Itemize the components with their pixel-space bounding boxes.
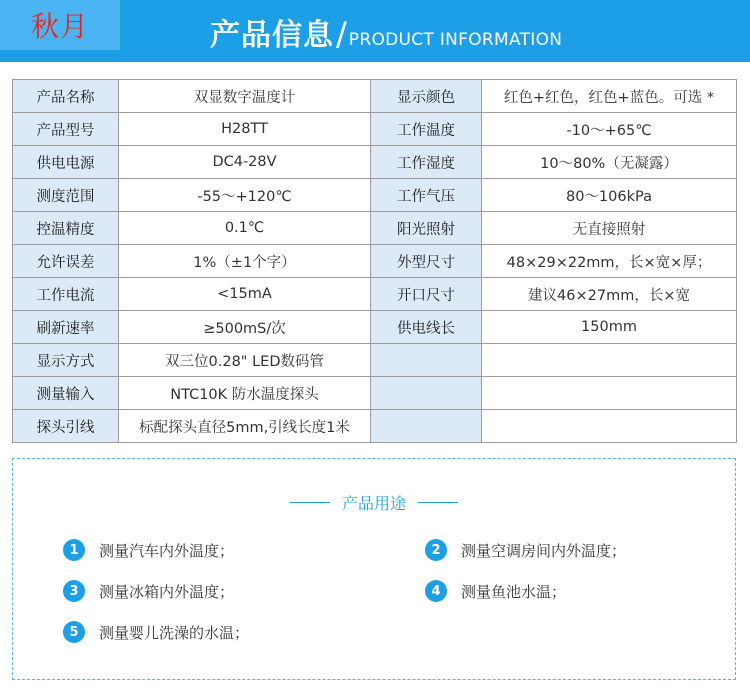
usage-item-text: 测量汽车内外温度； [99,541,235,560]
spec-row [13,113,737,146]
spec-row [13,344,737,377]
spec-value: 10～80%（无凝露） [482,146,737,179]
usage-item [63,580,234,602]
usage-section [12,458,736,680]
spec-table-body [13,80,737,443]
spec-label: 工作气压 [371,179,482,212]
spec-row [13,212,737,245]
spec-value: H28TT [119,113,371,146]
spec-label: 产品型号 [13,113,119,146]
spec-label: 阳光照射 [371,212,482,245]
usage-title: 产品用途 [341,494,406,513]
usage-item-text: 测量婴儿洗澡的水温； [99,623,250,642]
spec-value: 1%（±1个字） [119,245,371,278]
spec-value: 无直接照射 [482,212,737,245]
heading-divider-left [290,502,330,503]
spec-value: NTC10K 防水温度探头 [119,377,371,410]
spec-row [13,245,737,278]
spec-label: 刷新速率 [13,311,119,344]
spec-value: 建议46×27mm，长×宽 [482,278,737,311]
number-badge-icon: 2 [425,539,447,561]
spec-label: 控温精度 [13,212,119,245]
spec-value: 150mm [482,311,737,344]
header-banner [0,0,750,62]
usage-item [425,580,566,602]
usage-item-text: 测量鱼池水温； [461,582,567,601]
number-badge-icon: 5 [63,621,85,643]
spec-row [13,278,737,311]
spec-table [12,79,737,443]
spec-value: 80～106kPa [482,179,737,212]
spec-value [482,410,737,443]
number-badge-icon: 3 [63,580,85,602]
usage-item [63,539,234,561]
spec-label: 测度范围 [13,179,119,212]
spec-value [482,377,737,410]
usage-item-text: 测量冰箱内外温度； [99,582,235,601]
spec-label: 供电电源 [13,146,119,179]
spec-label [371,377,482,410]
brand-name: 秋月 [30,10,89,43]
spec-label: 探头引线 [13,410,119,443]
spec-row [13,179,737,212]
page-title [210,10,562,52]
spec-value: -10～+65℃ [482,113,737,146]
spec-label [371,344,482,377]
spec-value: 红色+红色，红色+蓝色。可选 * [482,80,737,113]
spec-label: 工作电流 [13,278,119,311]
spec-label: 工作温度 [371,113,482,146]
spec-row [13,410,737,443]
spec-label: 允许误差 [13,245,119,278]
spec-row [13,80,737,113]
spec-label: 开口尺寸 [371,278,482,311]
spec-label: 供电线长 [371,311,482,344]
spec-label: 外型尺寸 [371,245,482,278]
spec-row [13,311,737,344]
usage-item [63,621,249,643]
spec-value: DC4-28V [119,146,371,179]
spec-value: 标配探头直径5mm,引线长度1米 [119,410,371,443]
spec-value: ≥500mS/次 [119,311,371,344]
spec-label: 显示方式 [13,344,119,377]
page-title-en: PRODUCT INFORMATION [348,30,563,50]
usage-item [425,539,626,561]
page-title-zh: 产品信息 [210,18,334,53]
spec-row [13,146,737,179]
spec-label [371,410,482,443]
brand-logo [0,0,120,50]
spec-row [13,377,737,410]
spec-value: <15mA [119,278,371,311]
usage-heading [13,491,735,514]
spec-label: 工作湿度 [371,146,482,179]
spec-value: 双显数字温度计 [119,80,371,113]
number-badge-icon: 4 [425,580,447,602]
spec-value: -55～+120℃ [119,179,371,212]
number-badge-icon: 1 [63,539,85,561]
spec-label: 显示颜色 [371,80,482,113]
spec-value: 0.1℃ [119,212,371,245]
spec-value [482,344,737,377]
usage-item-text: 测量空调房间内外温度； [461,541,627,560]
spec-label: 产品名称 [13,80,119,113]
spec-value: 双三位0.28" LED数码管 [119,344,371,377]
heading-divider-right [418,502,458,503]
page-title-separator: / [336,15,347,53]
spec-value: 48×29×22mm，长×宽×厚； [482,245,737,278]
spec-label: 测量输入 [13,377,119,410]
